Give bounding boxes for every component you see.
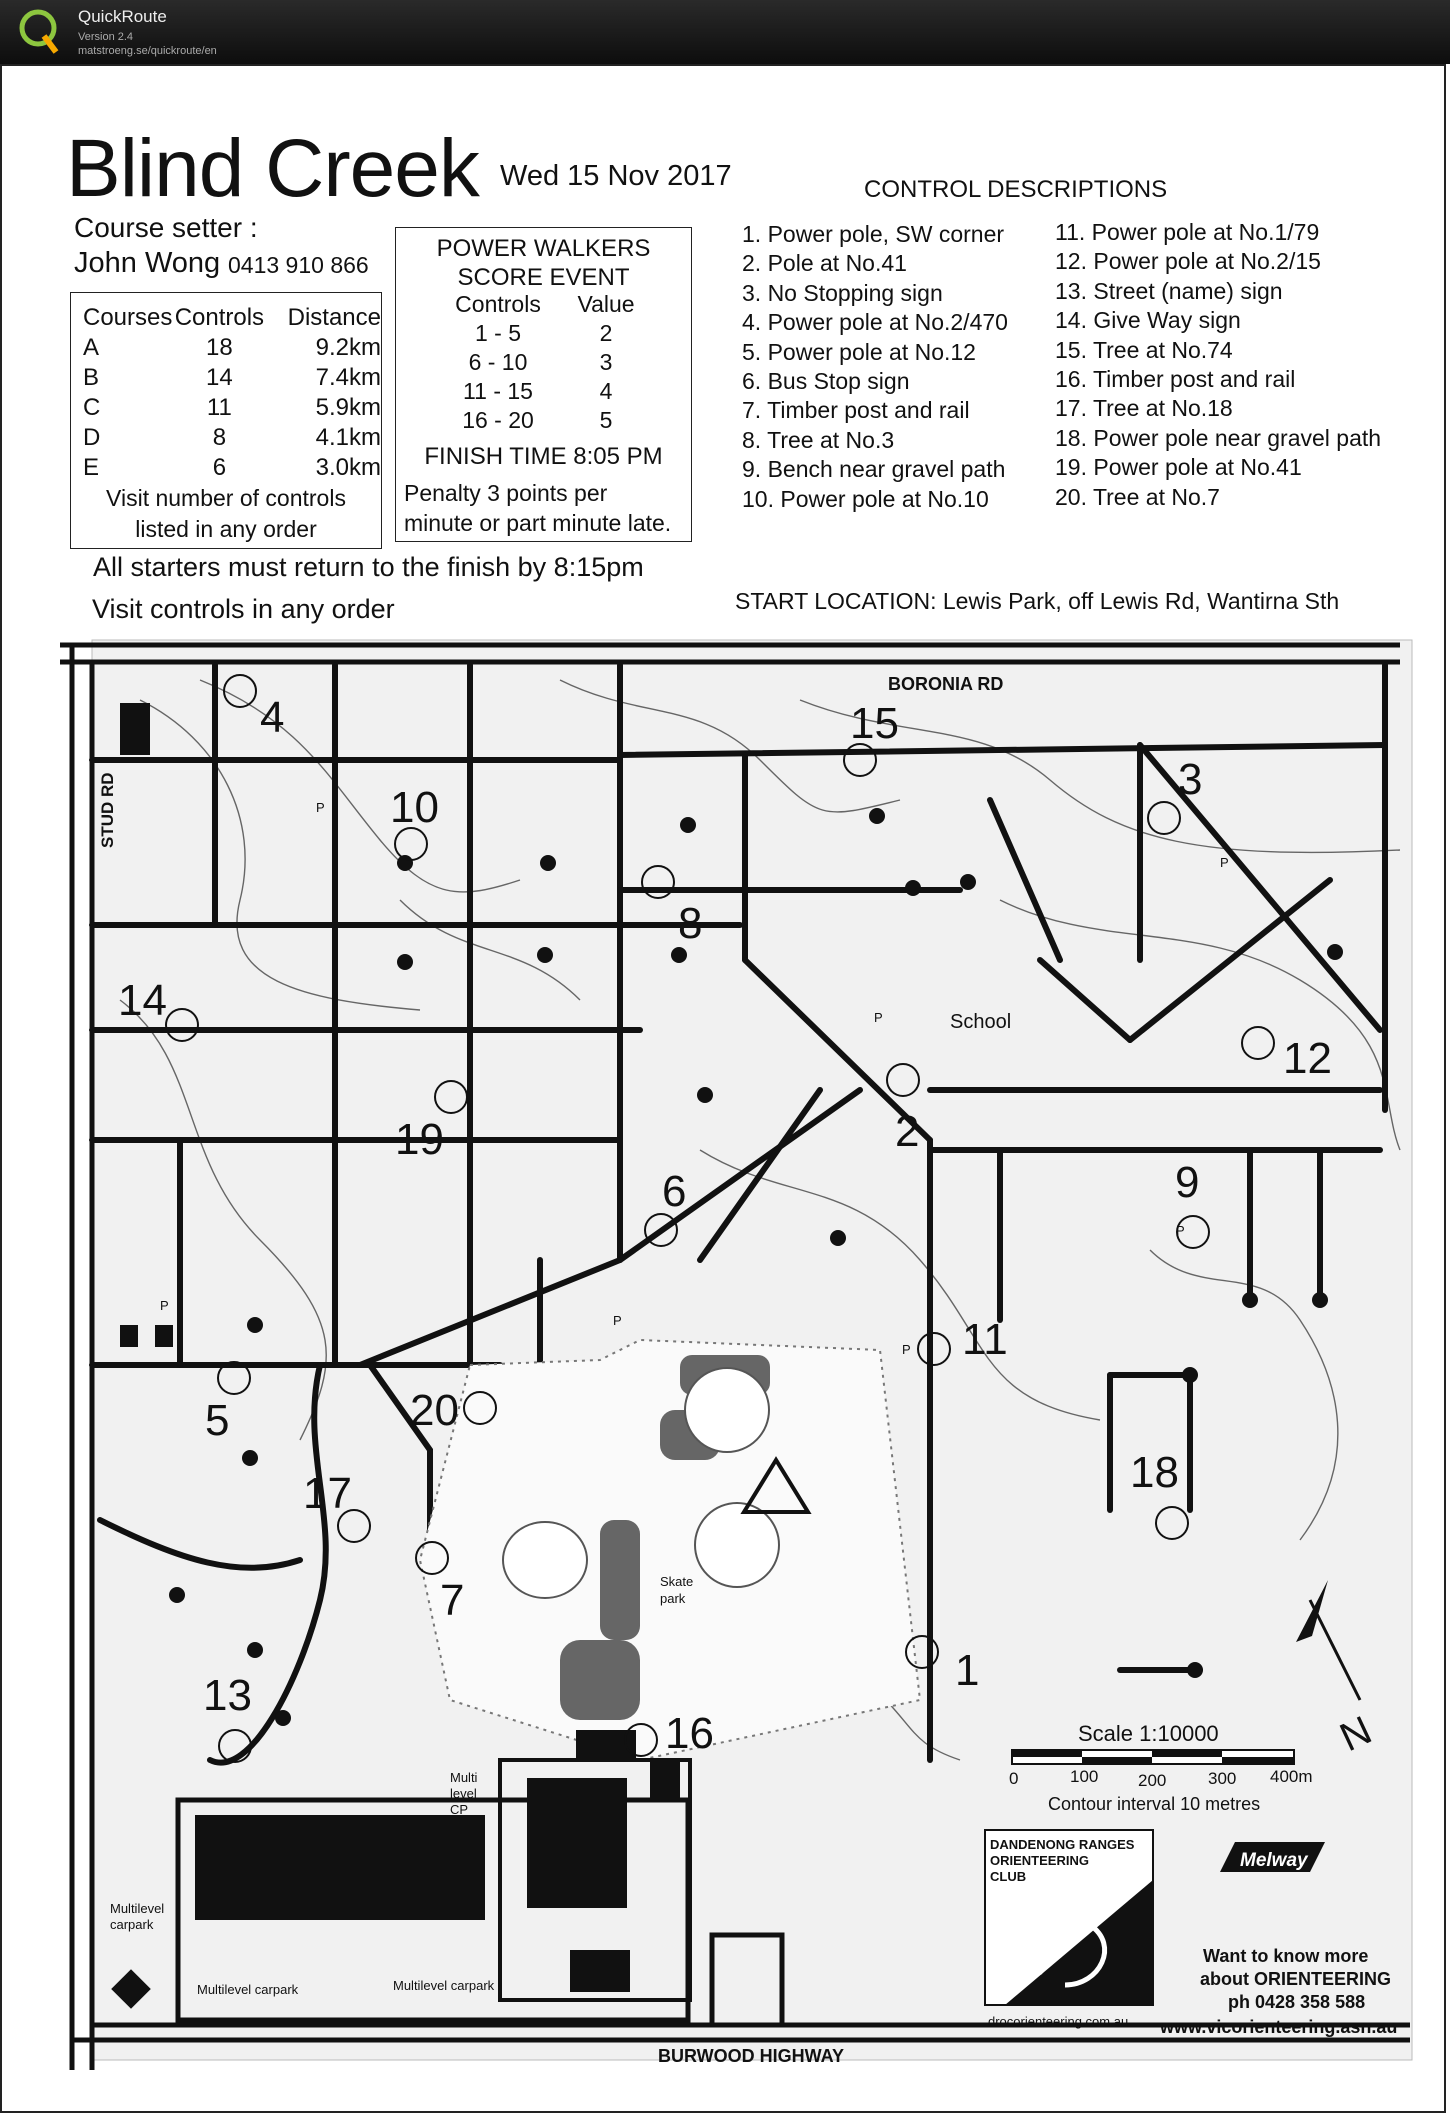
control-number: 9 [1175, 1158, 1200, 1207]
burwood-highway-label: BURWOOD HIGHWAY [658, 2046, 845, 2066]
score-value-cell: 5 [599, 407, 613, 433]
cul-de-sac [1187, 1662, 1203, 1678]
stud-road-label: STUD RD [98, 772, 117, 848]
cul-de-sac [247, 1642, 263, 1658]
app-name: QuickRoute [78, 7, 167, 26]
control-description: 9. Bench near gravel path [742, 456, 1006, 483]
control-number: 4 [260, 693, 285, 742]
cul-de-sac [697, 1087, 713, 1103]
app-url[interactable]: matstroeng.se/quickroute/en [78, 45, 217, 57]
score-controls-header: Controls [455, 291, 541, 317]
score-controls-cell: 11 - 15 [463, 378, 533, 404]
cul-de-sac [680, 817, 696, 833]
cul-de-sac [169, 1587, 185, 1603]
scale-tick: 400m [1270, 1767, 1313, 1786]
club-name-1: DANDENONG RANGES [990, 1837, 1135, 1852]
distance-header: Distance [287, 304, 381, 331]
app-version: Version 2.4 [78, 31, 134, 43]
control-description: 4. Power pole at No.2/470 [742, 309, 1008, 336]
carpark-label-a1: Multilevel [110, 1901, 165, 1916]
map-date: Wed 15 Nov 2017 [500, 160, 732, 192]
controls-header: Controls [174, 304, 265, 331]
parking-label: P [902, 1342, 911, 1357]
scale-tick: 0 [1009, 1769, 1019, 1788]
club-name-2: ORIENTEERING [990, 1853, 1089, 1868]
control-number: 8 [678, 899, 703, 948]
cul-de-sac [1312, 1292, 1328, 1308]
club-website[interactable]: drocorienteering.com.au [988, 2014, 1129, 2029]
building [650, 1760, 680, 1800]
scale-title: Scale 1:10000 [1078, 1721, 1219, 1746]
course-setter-name: John Wong [74, 247, 221, 279]
club-name-3: CLUB [990, 1869, 1027, 1884]
cul-de-sac [671, 947, 687, 963]
control-number: 6 [662, 1167, 687, 1216]
start-location: START LOCATION: Lewis Park, off Lewis Rd, Wantirna Sth [735, 588, 1340, 614]
course-cell: D [83, 424, 101, 451]
cul-de-sac [1182, 1367, 1198, 1383]
sports-oval [503, 1522, 587, 1598]
scale-tick: 300 [1208, 1769, 1237, 1788]
starters-note: All starters must return to the finish by 8:15pm [93, 552, 644, 582]
cul-de-sac [397, 855, 413, 871]
penalty-line2: minute or part minute late. [404, 510, 672, 536]
control-description: 8. Tree at No.3 [742, 426, 895, 453]
cul-de-sac [397, 954, 413, 970]
score-value-cell: 2 [599, 320, 613, 346]
scale-tick: 200 [1138, 1771, 1167, 1790]
sports-oval [695, 1503, 779, 1587]
penalty-line1: Penalty 3 points per [404, 480, 608, 506]
scale-bar-segment [1152, 1750, 1222, 1757]
control-number: 10 [390, 783, 439, 832]
course-cell: E [83, 454, 100, 481]
scale-tick: 100 [1070, 1767, 1099, 1786]
control-number: 15 [850, 699, 899, 748]
distance-cell: 3.0km [315, 454, 381, 481]
control-number: 11 [962, 1315, 1008, 1364]
control-number: 14 [118, 976, 167, 1025]
control-description: 15. Tree at No.74 [1055, 336, 1233, 363]
distance-cell: 5.9km [315, 394, 381, 421]
multilevel-cp-label-1: Multi [450, 1770, 478, 1785]
controls-cell: 11 [206, 394, 232, 421]
score-controls-cell: 1 - 5 [474, 320, 522, 346]
carpark-label-c: Multilevel carpark [393, 1978, 495, 1993]
scale-bar [1012, 1750, 1294, 1764]
control-descriptions-title: CONTROL DESCRIPTIONS [864, 176, 1168, 203]
control-description: 14. Give Way sign [1055, 307, 1241, 334]
building [155, 1325, 173, 1347]
building [120, 703, 150, 755]
course-cell: A [83, 334, 100, 361]
cul-de-sac [1242, 1292, 1258, 1308]
parking-label: P [874, 1010, 883, 1025]
control-description: 1. Power pole, SW corner [742, 221, 1005, 247]
visit-note: Visit controls in any order [92, 594, 395, 624]
control-description: 6. Bus Stop sign [742, 368, 910, 395]
controls-cell: 8 [212, 424, 227, 451]
north-label: N [1333, 1708, 1379, 1761]
cul-de-sac [905, 880, 921, 896]
cul-de-sac [960, 874, 976, 890]
power-walkers-title-line2: SCORE EVENT [457, 264, 630, 291]
parking-label: P [160, 1298, 169, 1313]
control-description: 11. Power pole at No.1/79 [1055, 219, 1320, 245]
courses-note-line2: listed in any order [135, 516, 317, 542]
promo-phone: ph 0428 358 588 [1228, 1992, 1366, 2012]
control-number: 13 [203, 1671, 252, 1720]
cul-de-sac [242, 1450, 258, 1466]
cul-de-sac [1327, 944, 1343, 960]
control-description: 12. Power pole at No.2/15 [1055, 248, 1321, 275]
boronia-road-label: BORONIA RD [888, 674, 1004, 694]
skate-park-label-2: park [660, 1591, 686, 1606]
power-walkers-title-line1: POWER WALKERS [436, 235, 651, 262]
control-number: 19 [395, 1115, 444, 1164]
score-value-cell: 4 [599, 378, 613, 404]
control-number: 2 [895, 1107, 920, 1156]
parking-label: P [316, 800, 325, 815]
parking-label: P [1176, 1223, 1185, 1238]
carpark-label-a2: carpark [110, 1917, 154, 1932]
scale-bar-segment [1012, 1750, 1082, 1757]
course-cell: C [83, 394, 101, 421]
control-description: 7. Timber post and rail [742, 397, 970, 424]
control-description: 13. Street (name) sign [1055, 277, 1283, 304]
control-number: 1 [955, 1646, 980, 1695]
distance-cell: 7.4km [315, 364, 381, 391]
cul-de-sac [869, 808, 885, 824]
building [120, 1325, 138, 1347]
skate-park-label-1: Skate [660, 1574, 694, 1589]
pond [560, 1640, 640, 1720]
controls-cell: 18 [206, 334, 233, 361]
courses-header: Courses [83, 304, 173, 331]
sports-oval [685, 1368, 769, 1452]
finish-time: FINISH TIME 8:05 PM [424, 443, 663, 470]
control-number: 5 [205, 1396, 230, 1445]
cul-de-sac [830, 1230, 846, 1246]
map-title: Blind Creek [66, 123, 479, 214]
control-number: 12 [1283, 1034, 1332, 1083]
control-number: 16 [665, 1709, 714, 1758]
building [570, 1950, 630, 1992]
parking-label: P [1220, 855, 1229, 870]
cul-de-sac [247, 1317, 263, 1333]
score-value-header: Value [577, 291, 635, 317]
control-description: 16. Timber post and rail [1055, 366, 1296, 393]
carpark-label-b: Multilevel carpark [197, 1982, 299, 1997]
cul-de-sac [540, 855, 556, 871]
courses-note-line1: Visit number of controls [106, 485, 346, 511]
promo-line1: Want to know more [1203, 1946, 1369, 1966]
contour-interval: Contour interval 10 metres [1048, 1794, 1261, 1814]
controls-cell: 14 [206, 364, 233, 391]
cul-de-sac [275, 1710, 291, 1726]
pond [600, 1520, 640, 1640]
control-description: 2. Pole at No.41 [742, 250, 907, 277]
controls-cell: 6 [212, 454, 227, 481]
control-number: 17 [303, 1469, 352, 1518]
shopping-centre [195, 1815, 485, 1920]
score-controls-cell: 16 - 20 [462, 407, 534, 433]
cul-de-sac [537, 947, 553, 963]
promo-website[interactable]: www.vicorienteering.asn.au [1160, 2017, 1398, 2037]
distance-cell: 9.2km [315, 334, 381, 361]
control-description: 20. Tree at No.7 [1055, 483, 1220, 510]
promo-line2: about ORIENTEERING [1200, 1969, 1392, 1989]
control-description: 10. Power pole at No.10 [742, 485, 989, 512]
control-description: 5. Power pole at No.12 [742, 338, 976, 365]
control-description: 17. Tree at No.18 [1055, 395, 1233, 422]
course-setter-phone: 0413 910 866 [228, 252, 369, 278]
control-number: 20 [410, 1386, 459, 1435]
parking-label: P [613, 1313, 622, 1328]
control-description: 18. Power pole near gravel path [1055, 424, 1382, 451]
course-setter-label: Course setter : [74, 212, 258, 243]
control-description: 19. Power pole at No.41 [1055, 454, 1302, 481]
control-description: 3. No Stopping sign [742, 279, 943, 306]
control-number: 18 [1130, 1448, 1179, 1497]
score-value-cell: 3 [599, 349, 613, 375]
score-controls-cell: 6 - 10 [468, 349, 528, 375]
melway-label: Melway [1240, 1850, 1308, 1871]
multilevel-cp-label-2: level [450, 1786, 477, 1801]
multilevel-cp-label-3: CP [450, 1802, 469, 1817]
control-number: 3 [1178, 755, 1203, 804]
scale-bar-segment [1222, 1757, 1294, 1764]
distance-cell: 4.1km [315, 424, 381, 451]
course-cell: B [83, 364, 100, 391]
scale-bar-segment [1082, 1757, 1152, 1764]
school-label: School [950, 1011, 1012, 1033]
control-number: 7 [440, 1576, 465, 1625]
